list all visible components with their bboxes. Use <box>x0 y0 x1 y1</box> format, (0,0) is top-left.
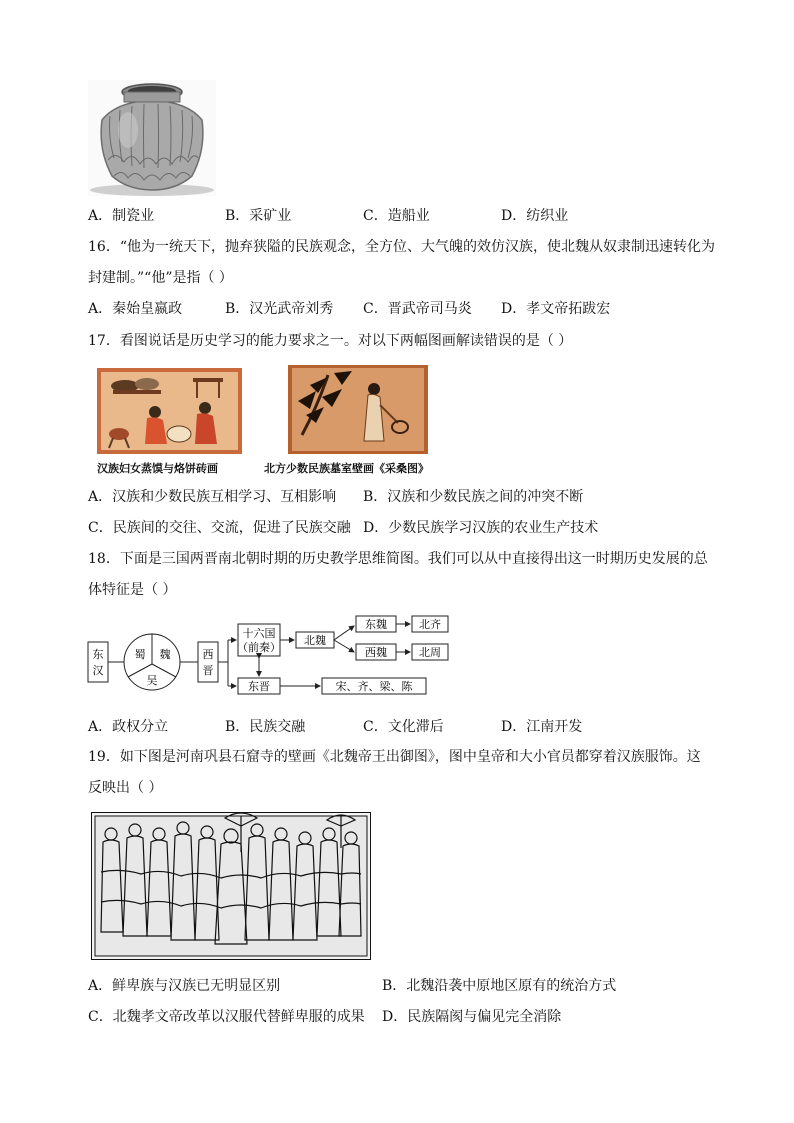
q18-option-d: D．江南开发 <box>501 719 583 735</box>
brick-painting-image <box>97 368 242 454</box>
node-beiwei: 北魏 <box>304 634 326 647</box>
q18-option-c: C．文化滞后 <box>363 719 444 735</box>
node-wu: 吴 <box>146 674 158 687</box>
q16-option-c: C．晋武帝司马炎 <box>363 301 472 317</box>
node-qianqin: （前秦） <box>237 641 281 654</box>
q18-option-b: B．民族交融 <box>225 719 306 735</box>
q16-option-d: D．孝文帝拓跋宏 <box>501 301 611 317</box>
q18-stem-line1: 18．下面是三国两晋南北朝时期的历史教学思维简图。我们可以从中直接得出这一时期历史发展的总 <box>88 551 708 567</box>
q17-option-d: D．少数民族学习汉族的农业生产技术 <box>363 520 599 536</box>
q17-option-b: B．汉族和少数民族之间的冲突不断 <box>363 489 584 505</box>
q16-stem-line2: 封建制。”“他”是指（ ） <box>88 270 233 286</box>
q17-option-a: A．汉族和少数民族互相学习、互相影响 <box>88 489 337 505</box>
q19-option-a: A．鲜卑族与汉族已无明显区别 <box>88 978 281 994</box>
node-donghan-2: 汉 <box>92 664 104 677</box>
q17-option-c: C．民族间的交往、交流，促进了民族交融 <box>88 520 351 536</box>
q19-option-b: B．北魏沿袭中原地区原有的统治方式 <box>382 978 617 994</box>
q18-stem-line2: 体特征是（ ） <box>88 582 177 598</box>
q19-stem-line1: 19．如下图是河南巩县石窟寺的壁画《北魏帝王出御图》，图中皇帝和大小官员都穿着汉族服饰。这 <box>88 749 701 765</box>
q16-stem-line1: 16．“他为一统天下，抛弃狭隘的民族观念，全方位、大气魄的效仿汉族，使北魏从奴隶制迅速转化为 <box>88 239 715 255</box>
q15-option-c: C．造船业 <box>363 208 430 224</box>
q19-stem-line2: 反映出（ ） <box>88 780 163 796</box>
q15-option-d: D．纺织业 <box>501 208 569 224</box>
node-xijin-1: 西 <box>202 648 214 661</box>
node-xijin-2: 晋 <box>202 664 214 677</box>
node-shu: 蜀 <box>134 648 146 661</box>
q16-option-a: A．秦始皇嬴政 <box>88 301 183 317</box>
q18-option-a: A．政权分立 <box>88 719 169 735</box>
dynasty-flow-diagram <box>86 612 456 704</box>
q15-option-b: B．采矿业 <box>225 208 292 224</box>
q17-stem-line1: 17．看图说话是历史学习的能力要求之一。对以下两幅图画解读错误的是（ ） <box>88 333 573 349</box>
q16-option-b: B．汉光武帝刘秀 <box>225 301 334 317</box>
q19-option-c: C．北魏孝文帝改革以汉服代替鲜卑服的成果 <box>88 1009 365 1025</box>
node-dongjin: 东晋 <box>248 680 270 693</box>
emperor-procession-mural-image <box>91 812 371 960</box>
node-beiqi: 北齐 <box>419 618 441 631</box>
node-dongwei: 东魏 <box>365 618 387 631</box>
brick-painting-caption: 汉族妇女蒸馍与烙饼砖画 <box>97 462 218 475</box>
q19-option-d: D．民族隔阂与偏见完全消除 <box>382 1009 562 1025</box>
node-shiliuguo: 十六国 <box>242 627 276 640</box>
node-wei: 魏 <box>159 648 171 661</box>
node-donghan-1: 东 <box>92 648 104 661</box>
mulberry-mural-caption: 北方少数民族墓室壁画《采桑图》 <box>264 462 429 475</box>
mulberry-mural-image <box>288 365 428 454</box>
q15-option-a: A．制瓷业 <box>88 208 155 224</box>
lotus-jar-image <box>88 80 216 196</box>
node-beizhou: 北周 <box>419 646 441 659</box>
node-xiwei: 西魏 <box>365 646 387 659</box>
node-nanchao: 宋、齐、梁、陈 <box>335 680 413 693</box>
